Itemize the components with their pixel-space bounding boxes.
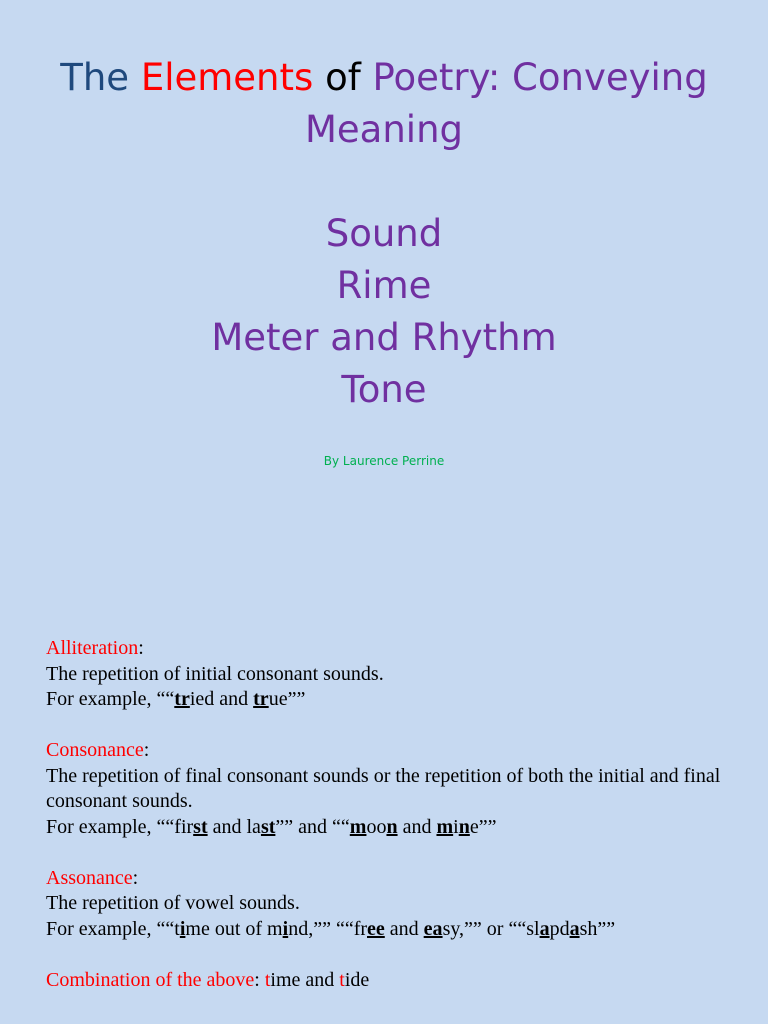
example-text: pd [549,917,570,940]
section-alliteration [46,636,736,713]
highlight: a [539,917,550,940]
term-consonance: Consonance [46,739,144,761]
highlight: st [260,815,276,838]
example-assonance [46,918,615,940]
highlight: m [436,815,454,838]
example-text: nd,”” ““fr [288,917,368,940]
example-text: ide [344,968,370,991]
example-text: sh”” [579,917,616,940]
highlight: n [386,815,398,838]
example-text: sy,”” or ““sl [442,917,540,940]
highlight: st [193,815,208,838]
title [0,52,768,156]
highlight: i [179,917,186,940]
example-text: and [397,815,437,838]
highlight: i [282,917,289,940]
title-word-of: of [325,56,361,99]
section-consonance [46,738,736,840]
colon: : [132,866,139,889]
highlight: t [339,968,345,991]
topic-item: Meter and Rhythm [211,316,557,359]
example-consonance [46,816,496,838]
highlight: tr [174,688,190,710]
highlight: n [458,815,470,838]
highlight: tr [253,688,269,710]
title-line-1 [0,52,768,104]
highlight: a [569,917,580,940]
highlight: ea [423,917,443,940]
example-text: ied and [189,688,254,710]
section-combination [46,968,736,994]
colon: : [143,739,150,761]
example-text: me out of m [185,917,283,940]
example-text: and la [207,815,261,838]
term-assonance: Assonance [46,866,133,889]
example-alliteration [46,688,305,710]
topic-item: Rime [336,264,432,307]
highlight: t [264,968,271,991]
byline: By Laurence Perrine [323,454,445,468]
title-line-2: Meaning [304,108,464,151]
definition-alliteration: The repetition of initial consonant sounds. [46,662,384,685]
example-text: oo [366,815,387,838]
example-text: ime and [270,968,340,991]
example-text: For example, ““ [46,688,175,710]
example-text: For example, ““t [46,917,180,940]
example-text: For example, ““fir [46,815,194,838]
example-text: e”” [469,815,497,838]
definition-assonance: The repetition of vowel sounds. [46,892,300,914]
title-word-rest: Poetry: Conveying [372,56,708,99]
definitions [46,636,736,1019]
definition-consonance: The repetition of final consonant sounds or the repetition of both the initial and final consonant sounds. [46,764,721,812]
highlight: ee [367,917,385,940]
colon: : [138,637,144,659]
topic-item: Tone [341,368,427,411]
example-text: i [453,815,459,838]
example-text: ”” and ““ [275,815,350,838]
term-combination: Combination of the above [46,968,255,991]
topics-list [0,208,768,416]
section-assonance [46,866,736,943]
example-text: ue”” [268,688,306,710]
title-word-elements: Elements [140,56,314,99]
colon: : [254,968,265,991]
term-alliteration: Alliteration [46,637,139,659]
highlight: m [349,815,367,838]
example-text: and [384,917,424,940]
title-word-the: The [60,56,130,99]
topic-item: Sound [325,212,443,255]
